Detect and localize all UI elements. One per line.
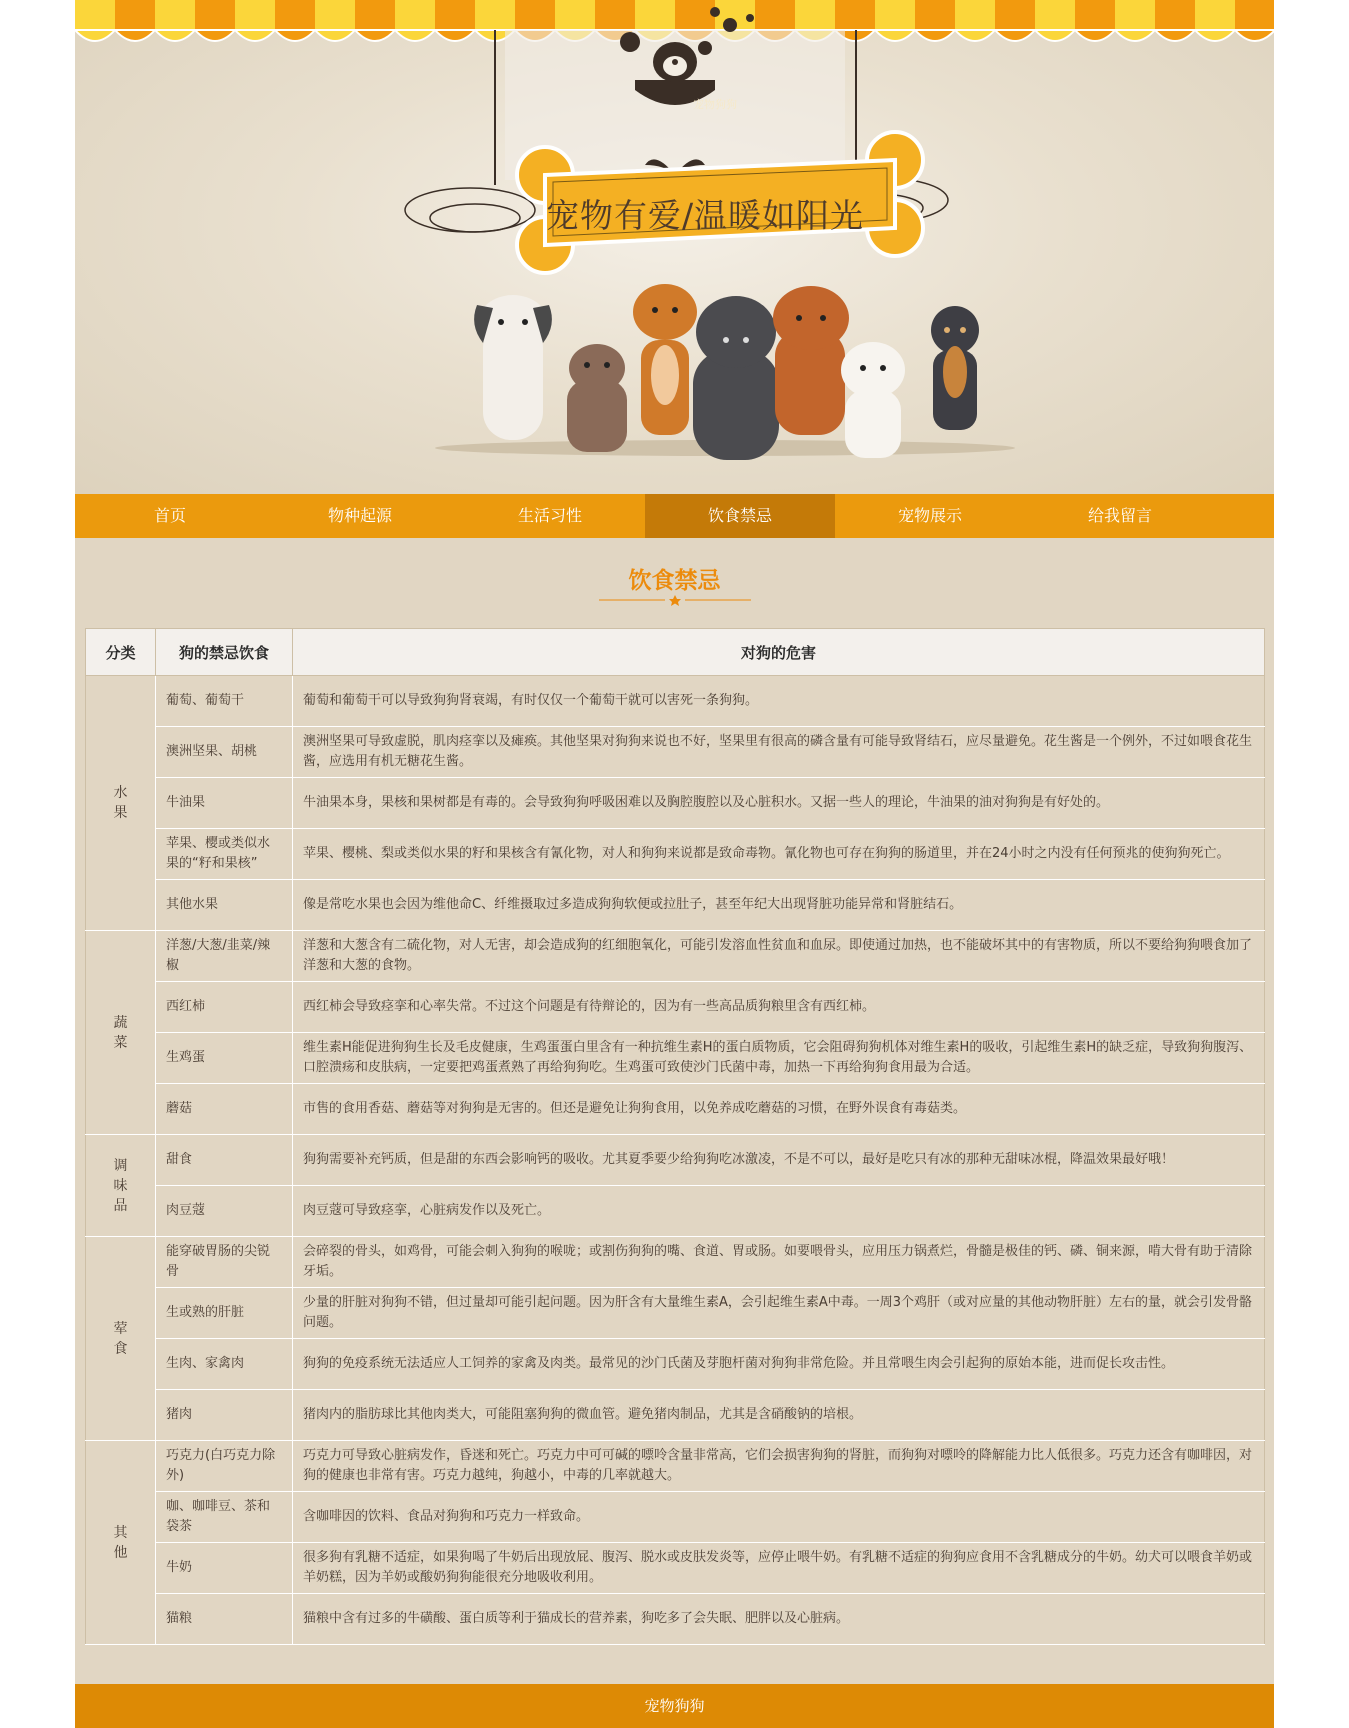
table-row — [86, 982, 1265, 1033]
category-cell: 调 味 品 — [86, 1135, 156, 1237]
harm-cell: 像是常吃水果也会因为维他命C、纤维摄取过多造成狗狗软便或拉肚子，甚至年纪大出现肾脏功能异常和肾脏结石。 — [293, 880, 1265, 931]
harm-cell: 狗狗的免疫系统无法适应人工饲养的家禽及肉类。最常见的沙门氏菌及芽胞杆菌对狗狗非常危险。并且常喂生肉会引起狗的原始本能，进而促长攻击性。 — [293, 1339, 1265, 1390]
food-cell: 牛油果 — [156, 778, 293, 829]
food-cell: 能穿破胃肠的尖锐骨 — [156, 1237, 293, 1288]
food-cell: 生鸡蛋 — [156, 1033, 293, 1084]
harm-cell: 苹果、樱桃、梨或类似水果的籽和果核含有氰化物，对人和狗狗来说都是致命毒物。氰化物也可存在狗狗的肠道里，并在24小时之内没有任何预兆的使狗狗死亡。 — [293, 829, 1265, 880]
logo-text: 宠物狗狗 — [693, 98, 737, 111]
food-cell: 猫粮 — [156, 1594, 293, 1645]
table-row — [86, 931, 1265, 982]
food-cell: 巧克力(白巧克力除外) — [156, 1441, 293, 1492]
table-row — [86, 1339, 1265, 1390]
table-row — [86, 1543, 1265, 1594]
dog-illustrations — [435, 284, 1015, 460]
category-cell: 蔬 菜 — [86, 931, 156, 1135]
food-cell: 咖、咖啡豆、茶和袋茶 — [156, 1492, 293, 1543]
table-header-row — [86, 629, 1265, 676]
harm-cell: 会碎裂的骨头，如鸡骨，可能会刺入狗狗的喉咙；或割伤狗狗的嘴、食道、胃或肠。如要喂骨头，应用压力锅煮烂，骨髓是极佳的钙、磷、铜来源，啃大骨有助于清除牙垢。 — [293, 1237, 1265, 1288]
footer: 宠物狗狗 — [75, 1684, 1274, 1728]
table-row — [86, 1135, 1265, 1186]
table-row — [86, 829, 1265, 880]
food-cell: 苹果、樱或类似水果的“籽和果核” — [156, 829, 293, 880]
table-row — [86, 1084, 1265, 1135]
header-harm: 对狗的危害 — [293, 629, 1265, 676]
food-cell: 生或熟的肝脏 — [156, 1288, 293, 1339]
category-cell: 水 果 — [86, 676, 156, 931]
nav-item-diet-taboo[interactable]: 饮食禁忌 — [645, 494, 835, 538]
harm-cell: 猪肉内的脂肪球比其他肉类大，可能阻塞狗狗的微血管。避免猪肉制品，尤其是含硝酸钠的培根。 — [293, 1390, 1265, 1441]
main-nav — [75, 494, 1274, 538]
harm-cell: 澳洲坚果可导致虚脱，肌肉痉挛以及瘫痪。其他坚果对狗狗来说也不好，坚果里有很高的磷含量有可能导致肾结石，应尽量避免。花生酱是一个例外，不过如喂食花生酱，应选用有机无糖花生酱。 — [293, 727, 1265, 778]
page-wrapper — [75, 0, 1274, 1728]
header-category: 分类 — [86, 629, 156, 676]
table-row — [86, 880, 1265, 931]
banner-title: 宠物有爱/温暖如阳光 — [545, 196, 865, 235]
banner-illustration — [75, 0, 1274, 494]
food-cell: 甜食 — [156, 1135, 293, 1186]
table-row — [86, 1594, 1265, 1645]
header-food: 狗的禁忌饮食 — [156, 629, 293, 676]
table-row — [86, 1237, 1265, 1288]
nav-item-message[interactable]: 给我留言 — [1087, 506, 1152, 525]
food-cell: 其他水果 — [156, 880, 293, 931]
harm-cell: 少量的肝脏对狗狗不错，但过量却可能引起问题。因为肝含有大量维生素A，会引起维生素A中毒。一周3个鸡肝（或对应量的其他动物肝脏）左右的量，就会引发骨骼问题。 — [293, 1288, 1265, 1339]
harm-cell: 洋葱和大葱含有二硫化物，对人无害，却会造成狗的红细胞氧化，可能引发溶血性贫血和血尿。即使通过加热，也不能破坏其中的有害物质，所以不要给狗狗喂食加了洋葱和大葱的食物。 — [293, 931, 1265, 982]
table-row — [86, 676, 1265, 727]
food-cell: 牛奶 — [156, 1543, 293, 1594]
food-cell: 西红柿 — [156, 982, 293, 1033]
food-cell: 蘑菇 — [156, 1084, 293, 1135]
harm-cell: 市售的食用香菇、蘑菇等对狗狗是无害的。但还是避免让狗狗食用，以免养成吃蘑菇的习惯，在野外误食有毒菇类。 — [293, 1084, 1265, 1135]
table-row — [86, 1390, 1265, 1441]
harm-cell: 含咖啡因的饮料、食品对狗狗和巧克力一样致命。 — [293, 1492, 1265, 1543]
nav-item-habits[interactable]: 生活习性 — [517, 506, 582, 525]
food-cell: 洋葱/大葱/韭菜/辣椒 — [156, 931, 293, 982]
harm-cell: 很多狗有乳糖不适症，如果狗喝了牛奶后出现放屁、腹泻、脱水或皮肤发炎等，应停止喂牛奶。有乳糖不适症的狗狗应食用不含乳糖成分的牛奶。幼犬可以喂食羊奶或羊奶糕，因为羊奶或酸奶狗狗能很充分地吸收利用。 — [293, 1543, 1265, 1594]
harm-cell: 牛油果本身，果核和果树都是有毒的。会导致狗狗呼吸困难以及胸腔腹腔以及心脏积水。又据一些人的理论，牛油果的油对狗狗是有好处的。 — [293, 778, 1265, 829]
harm-cell: 肉豆蔻可导致痉挛，心脏病发作以及死亡。 — [293, 1186, 1265, 1237]
harm-cell: 西红柿会导致痉挛和心率失常。不过这个问题是有待辩论的，因为有一些高品质狗粮里含有西红柿。 — [293, 982, 1265, 1033]
nav-item-origin[interactable]: 物种起源 — [327, 506, 392, 525]
food-cell: 肉豆蔻 — [156, 1186, 293, 1237]
harm-cell: 维生素H能促进狗狗生长及毛皮健康，生鸡蛋蛋白里含有一种抗维生素H的蛋白质物质，它会阻碍狗狗机体对维生素H的吸收，引起维生素H的缺乏症，导致狗狗腹泻、口腔溃疡和皮肤病，一定要把鸡蛋煮熟了再给狗狗吃。生鸡蛋可致使沙门氏菌中毒，加热一下再给狗狗食用最为合适。 — [293, 1033, 1265, 1084]
table-row — [86, 1186, 1265, 1237]
table-row — [86, 727, 1265, 778]
title-divider-decoration — [599, 594, 751, 606]
category-cell: 荤 食 — [86, 1237, 156, 1441]
harm-cell: 葡萄和葡萄干可以导致狗狗肾衰竭，有时仅仅一个葡萄干就可以害死一条狗狗。 — [293, 676, 1265, 727]
nav-item-pet-gallery[interactable]: 宠物展示 — [897, 506, 962, 525]
harm-cell: 狗狗需要补充钙质，但是甜的东西会影响钙的吸收。尤其夏季要少给狗狗吃冰激凌，不是不可以，最好是吃只有冰的那种无甜味冰棍，降温效果最好哦！ — [293, 1135, 1265, 1186]
table-row — [86, 1033, 1265, 1084]
food-cell: 生肉、家禽肉 — [156, 1339, 293, 1390]
hero-banner — [75, 0, 1274, 494]
table-row — [86, 1492, 1265, 1543]
category-cell: 其 他 — [86, 1441, 156, 1645]
food-cell: 澳洲坚果、胡桃 — [156, 727, 293, 778]
diet-taboo-table — [85, 628, 1265, 1645]
nav-item-home[interactable]: 首页 — [153, 506, 186, 525]
harm-cell: 巧克力可导致心脏病发作，昏迷和死亡。巧克力中可可碱的嘌呤含量非常高，它们会损害狗狗的肾脏，而狗狗对嘌呤的降解能力比人低很多。巧克力还含有咖啡因，对狗的健康也非常有害。巧克力越纯，狗越小，中毒的几率就越大。 — [293, 1441, 1265, 1492]
section-title: 饮食禁忌 — [628, 568, 721, 594]
food-cell: 葡萄、葡萄干 — [156, 676, 293, 727]
table-row — [86, 1441, 1265, 1492]
table-row — [86, 778, 1265, 829]
table-row — [86, 1288, 1265, 1339]
food-cell: 猪肉 — [156, 1390, 293, 1441]
harm-cell: 猫粮中含有过多的牛磺酸、蛋白质等利于猫成长的营养素，狗吃多了会失眠、肥胖以及心脏病。 — [293, 1594, 1265, 1645]
